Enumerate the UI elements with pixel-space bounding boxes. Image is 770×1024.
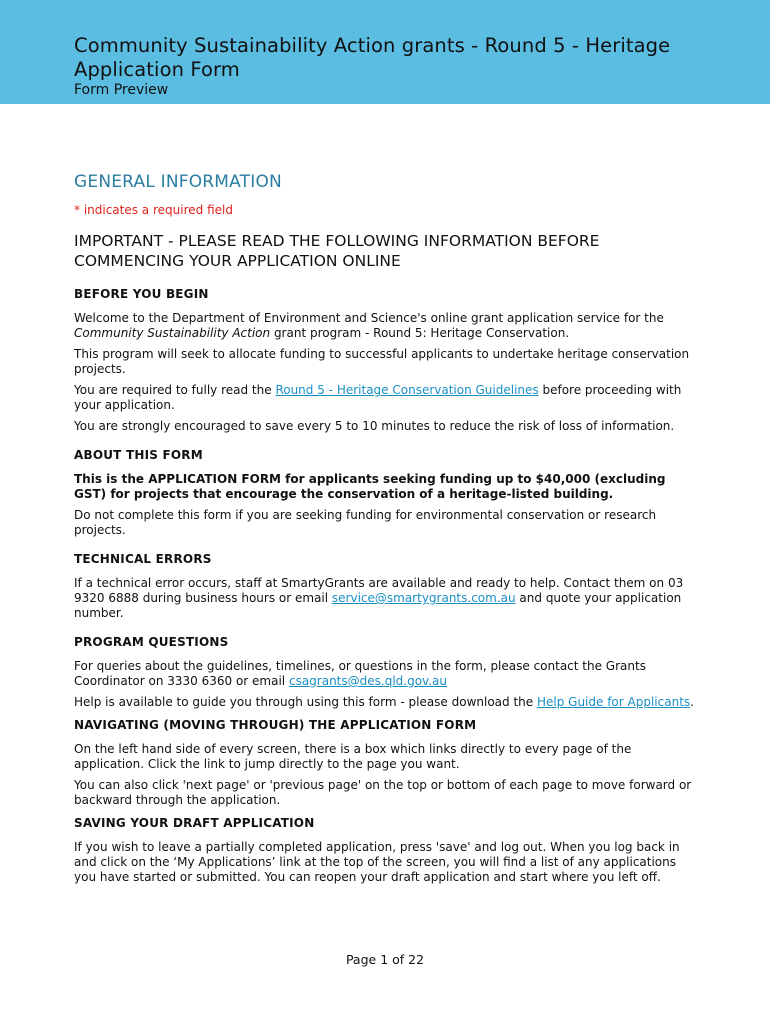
program-paragraph-2: [74, 695, 694, 710]
program-heading: PROGRAM QUESTIONS: [74, 635, 229, 649]
navigating-heading: NAVIGATING (MOVING THROUGH) THE APPLICATION FORM: [74, 718, 477, 732]
program-p2-text-a: Help is available to guide you through using this form - please download the: [74, 695, 537, 709]
about-heading: ABOUT THIS FORM: [74, 448, 203, 462]
about-paragraph-2: Do not complete this form if you are seeking funding for environmental conservation or research projects.: [74, 508, 657, 537]
program-name: Community Sustainability Action: [74, 326, 271, 340]
technical-text-b: and quote your application number.: [74, 591, 682, 620]
section-title: GENERAL INFORMATION: [74, 172, 282, 192]
technical-heading: TECHNICAL ERRORS: [74, 552, 212, 566]
before-paragraph-3: [74, 383, 694, 413]
before-p3-text-b: before proceeding with your application.: [74, 383, 682, 412]
help-guide-link[interactable]: Help Guide for Applicants: [536, 695, 691, 709]
required-note: * indicates a required field: [74, 203, 233, 217]
before-paragraph-4: You are strongly encouraged to save every 5 to 10 minutes to reduce the risk of loss of information.: [74, 419, 675, 433]
before-paragraph-1: [74, 311, 694, 341]
technical-text-a: If a technical error occurs, staff at SmartyGrants are available and ready to help. Contact them on 03 9320 6888 during business hours or email: [74, 576, 684, 605]
before-p1-text-b: grant program - Round 5: Heritage Conservation.: [270, 326, 570, 340]
before-p3-text-a: You are required to fully read the: [74, 383, 276, 397]
before-paragraph-2: This program will seek to allocate funding to successful applicants to undertake heritage conservation projects.: [74, 347, 690, 376]
program-p2-text-b: .: [690, 695, 694, 709]
csagrants-email-link[interactable]: csagrants@des.qld.gov.au: [288, 674, 447, 688]
before-heading: BEFORE YOU BEGIN: [74, 287, 209, 301]
smartygrants-email-link[interactable]: service@smartygrants.com.au: [331, 591, 516, 605]
form-content: [74, 171, 694, 891]
form-title: Community Sustainability Action grants - Round 5 - Heritage Application Form: [74, 34, 671, 81]
header-banner: [0, 0, 770, 104]
navigating-paragraph-1: On the left hand side of every screen, there is a box which links directly to every page of the application. Click the link to jump directly to the page you want.: [74, 742, 632, 771]
about-paragraph-1: This is the APPLICATION FORM for applicants seeking funding up to $40,000 (excluding GST) for projects that encourage the conservation of a heritage-listed building.: [74, 472, 666, 501]
before-p1-text-a: Welcome to the Department of Environment and Science's online grant application service for the: [74, 311, 664, 325]
saving-heading: SAVING YOUR DRAFT APPLICATION: [74, 816, 315, 830]
navigating-paragraph-2: You can also click 'next page' or 'previous page' on the top or bottom of each page to move forward or backward through the application.: [74, 778, 692, 807]
form-subtitle: Form Preview: [74, 82, 169, 98]
program-p1-text: For queries about the guidelines, timelines, or questions in the form, please contact the Grants Coordinator on 3330 6360 or email: [74, 659, 646, 688]
important-notice: IMPORTANT - PLEASE READ THE FOLLOWING INFORMATION BEFORE COMMENCING YOUR APPLICATION ONLINE: [74, 232, 600, 270]
technical-paragraph-1: [74, 576, 694, 621]
guidelines-link[interactable]: Round 5 - Heritage Conservation Guidelines: [275, 383, 539, 397]
page-number: Page 1 of 22: [345, 952, 425, 967]
saving-paragraph-1: If you wish to leave a partially completed application, press 'save' and log out. When you log back in and click on the ‘My Applications’ link at the top of the screen, you will find a list of any applications you have started or submitted. You can reopen your draft application and start where you left off.: [74, 840, 680, 884]
program-paragraph-1: [74, 659, 694, 689]
